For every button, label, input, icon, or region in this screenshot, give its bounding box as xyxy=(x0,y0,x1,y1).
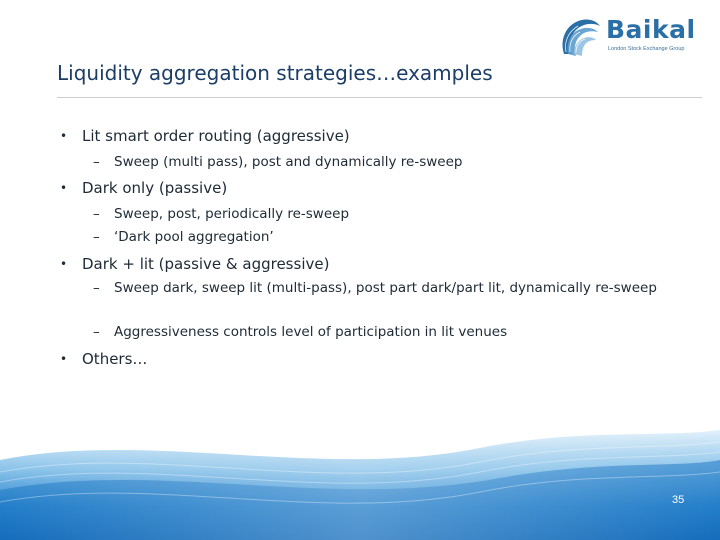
bullet-marker: • xyxy=(60,257,68,271)
sub-bullet-text: Sweep, post, periodically re-sweep xyxy=(114,206,350,222)
bullet-marker: • xyxy=(60,129,68,143)
bullet-marker: • xyxy=(60,352,68,366)
sub-bullet-text: Aggressiveness controls level of participation in lit venues xyxy=(114,324,508,340)
page-number: 35 xyxy=(672,494,685,506)
sub-bullet-marker: – xyxy=(93,280,100,296)
bullet-marker: • xyxy=(60,181,68,195)
sub-bullet-marker: – xyxy=(93,324,100,340)
logo-tagline: London Stock Exchange Group xyxy=(608,46,685,52)
title-divider xyxy=(57,97,702,98)
sub-bullet-text: ‘Dark pool aggregation’ xyxy=(114,229,274,245)
sub-bullet-marker: – xyxy=(93,206,100,222)
sub-bullet-marker: – xyxy=(93,229,100,245)
bullet-text: Dark only (passive) xyxy=(82,179,228,197)
page-title: Liquidity aggregation strategies…examples xyxy=(57,61,493,85)
bullet-text: Others… xyxy=(82,350,148,368)
bullet-text: Lit smart order routing (aggressive) xyxy=(82,127,350,145)
logo-name: Baikal xyxy=(606,15,696,44)
bullet-text: Dark + lit (passive & aggressive) xyxy=(82,255,330,273)
sub-bullet-text: Sweep dark, sweep lit (multi-pass), post part dark/part lit, dynamically re-sweep xyxy=(114,280,657,296)
wave-icon xyxy=(556,14,602,60)
sub-bullet-marker: – xyxy=(93,154,100,170)
decorative-wave-band xyxy=(0,420,720,540)
sub-bullet-text: Sweep (multi pass), post and dynamically re-sweep xyxy=(114,154,463,170)
logo xyxy=(556,14,706,60)
